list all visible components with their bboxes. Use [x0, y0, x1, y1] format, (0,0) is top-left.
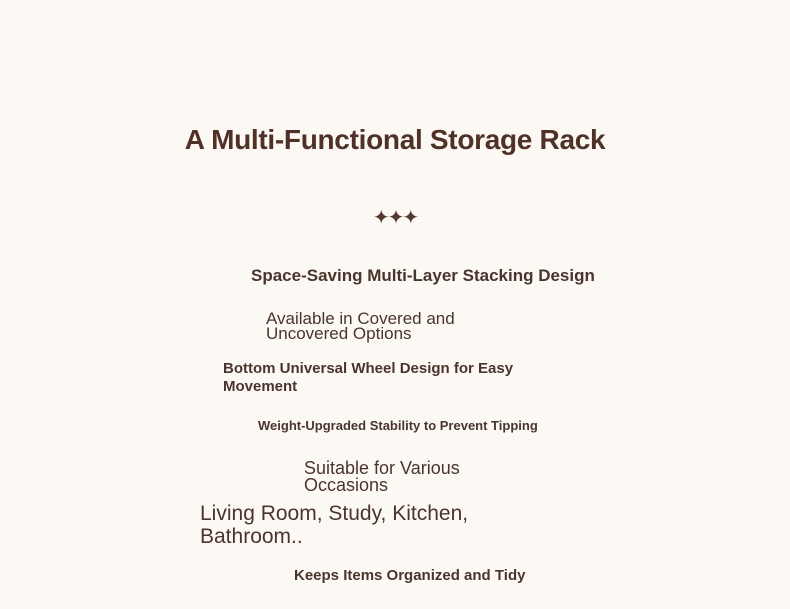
star-divider-icon: ✦✦✦: [372, 207, 418, 229]
feature-stacking: Space-Saving Multi-Layer Stacking Design: [251, 266, 595, 285]
feature-organized: Keeps Items Organized and Tidy: [294, 567, 526, 584]
feature-cover-options: Available in Covered and Uncovered Options: [266, 309, 455, 343]
page-title: A Multi-Functional Storage Rack: [184, 124, 606, 155]
feature-rooms: Living Room, Study, Kitchen, Bathroom..: [200, 502, 469, 548]
feature-stability: Weight-Upgraded Stability to Prevent Tipping: [258, 418, 538, 433]
feature-wheels: Bottom Universal Wheel Design for Easy Movement: [223, 360, 514, 395]
feature-occasions: Suitable for Various Occasions: [304, 458, 460, 495]
